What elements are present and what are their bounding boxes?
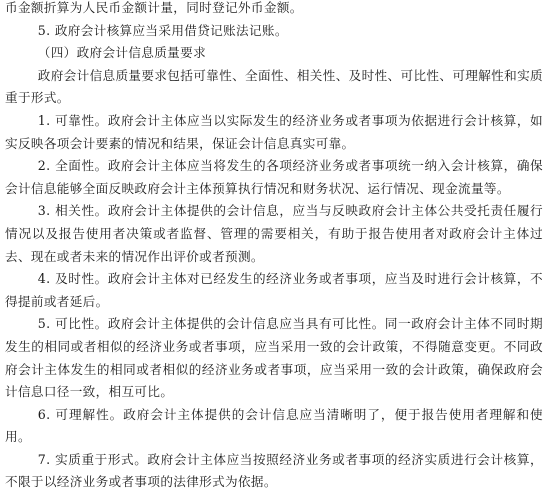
item-timeliness: 4. 及时性。政府会计主体对已经发生的经济业务或者事项，应当及时进行会计核算，不得提前或者延后。 [5,271,543,309]
section-heading-quality-requirements: （四）政府会计信息质量要求 [37,45,207,61]
intro-paragraph: 政府会计信息质量要求包括可靠性、全面性、相关性、及时性、可比性、可理解性和实质重于形式。 [5,67,543,106]
continuation-paragraph: 币金额折算为人民币金额计量，同时登记外币金额。 [5,0,303,15]
item-5-double-entry: 5. 政府会计核算应当采用借贷记账法记账。 [37,22,288,38]
item-completeness: 2. 全面性。政府会计主体应当将发生的各项经济业务或者事项统一纳入会计核算，确保会计信息能够全面反映政府会计主体预算执行情况和财务状况、运行情况、现金流量等。 [5,158,543,196]
item-understandability: 6. 可理解性。政府会计主体提供的会计信息应当清晰明了，便于报告使用者理解和使用。 [5,406,543,445]
item-substance-over-form: 7. 实质重于形式。政府会计主体应当按照经济业务或者事项的经济实质进行会计核算，不限于以经济业务或者事项的法律形式为依据。 [5,451,543,490]
item-relevance: 3. 相关性。政府会计主体提供的会计信息，应当与反映政府会计主体公共受托责任履行情况以及报告使用者决策或者监督、管理的需要相关，有助于报告使用者对政府会计主体过去、现在或者未来的情况作出评价或者预测。 [5,203,543,264]
item-comparability: 5. 可比性。政府会计主体提供的会计信息应当具有可比性。同一政府会计主体不同时期发生的相同或者相似的经济业务或者事项，应当采用一致的会计政策，不得随意变更。不同政府会计主体发生的相同或者相似的经济业务或者事项，应当采用一致的会计政策，确保政府会计信息口径一致，相互可比。 [5,316,543,400]
item-reliability: 1. 可靠性。政府会计主体应当以实际发生的经济业务或者事项为依据进行会计核算，如实反映各项会计要素的情况和结果，保证会计信息真实可靠。 [5,112,543,151]
